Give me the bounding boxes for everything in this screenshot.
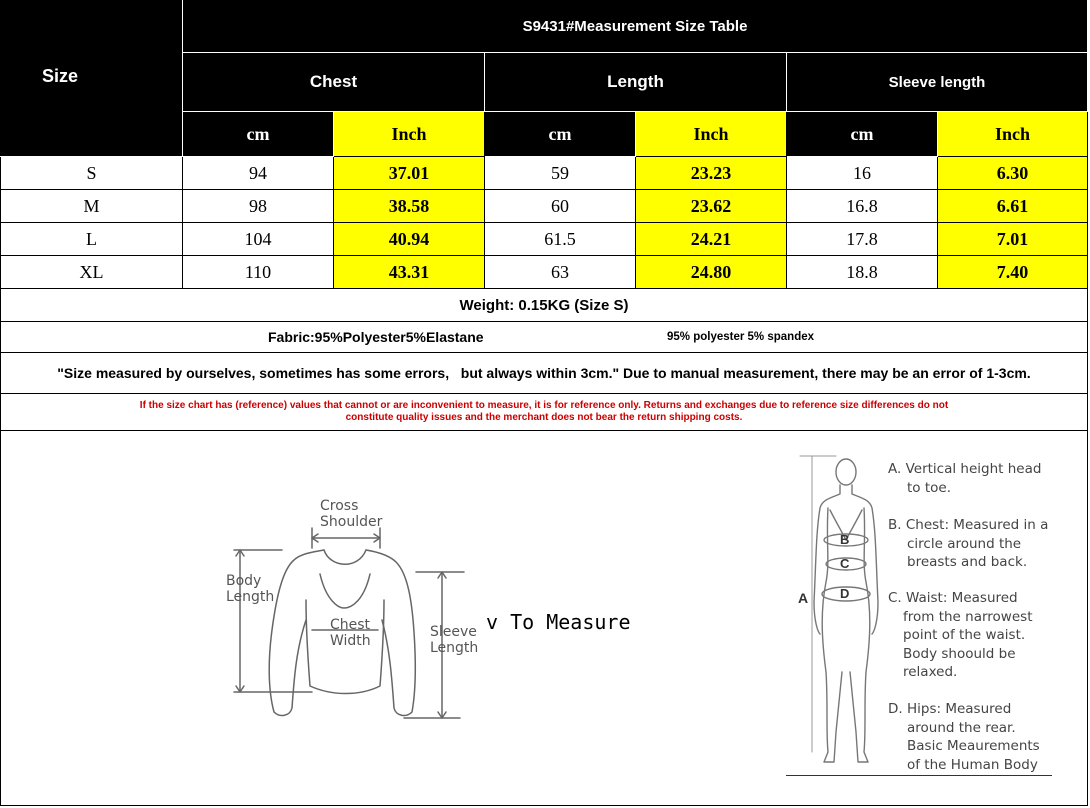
cell-length-in: 23.62 (636, 190, 787, 223)
cross-shoulder-label: Cross Shoulder (320, 498, 383, 530)
disclaimer-row: "Size measured by ourselves, sometimes has some errors, but always within 3cm." Due to manual measurement, there may be an error of 1-3cm. (0, 353, 1088, 394)
size-header: Size (42, 65, 79, 86)
cell-length-in: 24.21 (636, 223, 787, 256)
cell-chest-in: 43.31 (334, 256, 485, 289)
fabric-row (0, 322, 1088, 353)
cell-chest-in: 37.01 (334, 157, 485, 190)
body-letter-c: C (840, 556, 850, 571)
cell-length-cm: 60 (485, 190, 636, 223)
cell-sleeve-in: 6.61 (938, 190, 1088, 223)
sweater-neckline (324, 550, 366, 564)
cell-chest-in: 40.94 (334, 223, 485, 256)
note-d: D. Hips: Measured around the rear. Basic Meaurements of the Human Body (888, 701, 1040, 773)
cell-sleeve-in: 7.40 (938, 256, 1088, 289)
head (836, 459, 856, 485)
cell-sleeve-cm: 17.8 (787, 223, 938, 256)
cell-chest-cm: 94 (183, 157, 334, 190)
chest-cm-header: cm (183, 112, 334, 157)
body-letter-b: B (840, 532, 850, 547)
cell-chest-cm: 110 (183, 256, 334, 289)
cell-size: M (0, 190, 183, 223)
warning-row (0, 394, 1088, 431)
chest-header: Chest (183, 53, 485, 112)
fabric-right: 95% polyester 5% spandex (667, 331, 815, 343)
note-b: B. Chest: Measured in a circle around the breasts and back. (888, 517, 1049, 570)
cell-length-cm: 61.5 (485, 223, 636, 256)
length-header: Length (485, 53, 787, 112)
sweater-left-sleeve (269, 550, 324, 715)
cell-sleeve-cm: 16 (787, 157, 938, 190)
body-letter-a: A (798, 590, 809, 606)
warning-line-2: constitute quality issues and the merchant does not bear the return shipping costs. (345, 412, 743, 423)
right-arm (852, 485, 878, 634)
warning-line-1: If the size chart has (reference) values that cannot or are inconvenient to measure, it is for reference only. Returns and exchanges due to reference size differences do not (139, 400, 949, 411)
sleeve-inch-header: Inch (938, 112, 1088, 157)
body-letter-d: D (840, 586, 850, 601)
cell-length-cm: 63 (485, 256, 636, 289)
cell-length-cm: 59 (485, 157, 636, 190)
size-header-cell (0, 0, 183, 157)
sleeve-cm-header: cm (787, 112, 938, 157)
cell-sleeve-in: 7.01 (938, 223, 1088, 256)
length-inch-header: Inch (636, 112, 787, 157)
cell-size: L (0, 223, 183, 256)
left-arm (814, 485, 840, 634)
chest-inch-header: Inch (334, 112, 485, 157)
cell-chest-in: 38.58 (334, 190, 485, 223)
cell-chest-cm: 104 (183, 223, 334, 256)
cell-sleeve-cm: 18.8 (787, 256, 938, 289)
cell-size: XL (0, 256, 183, 289)
cell-size: S (0, 157, 183, 190)
cell-length-in: 24.80 (636, 256, 787, 289)
note-a: A. Vertical height head to toe. (888, 461, 1042, 496)
body-diagram-underline (786, 775, 1052, 776)
note-c: C. Waist: Measured from the narrowest point of the waist. Body shoould be relaxed. (888, 590, 1033, 680)
sleeve-length-header: Sleeve length (787, 53, 1088, 112)
cell-chest-cm: 98 (183, 190, 334, 223)
table-title: S9431#Measurement Size Table (183, 0, 1088, 53)
cell-length-in: 23.23 (636, 157, 787, 190)
cell-sleeve-in: 6.30 (938, 157, 1088, 190)
sleeve-length-label: Sleeve Length (430, 624, 479, 656)
chest-width-label: Chest Width (330, 617, 371, 649)
how-to-measure-text: v To Measure (486, 610, 631, 634)
sweater-right-sleeve (366, 550, 415, 715)
body-figure (790, 452, 890, 777)
cell-sleeve-cm: 16.8 (787, 190, 938, 223)
body-length-label: Body Length (226, 573, 275, 605)
weight-row: Weight: 0.15KG (Size S) (0, 289, 1088, 322)
length-cm-header: cm (485, 112, 636, 157)
fabric-left: Fabric:95%Polyester5%Elastane (268, 329, 484, 345)
